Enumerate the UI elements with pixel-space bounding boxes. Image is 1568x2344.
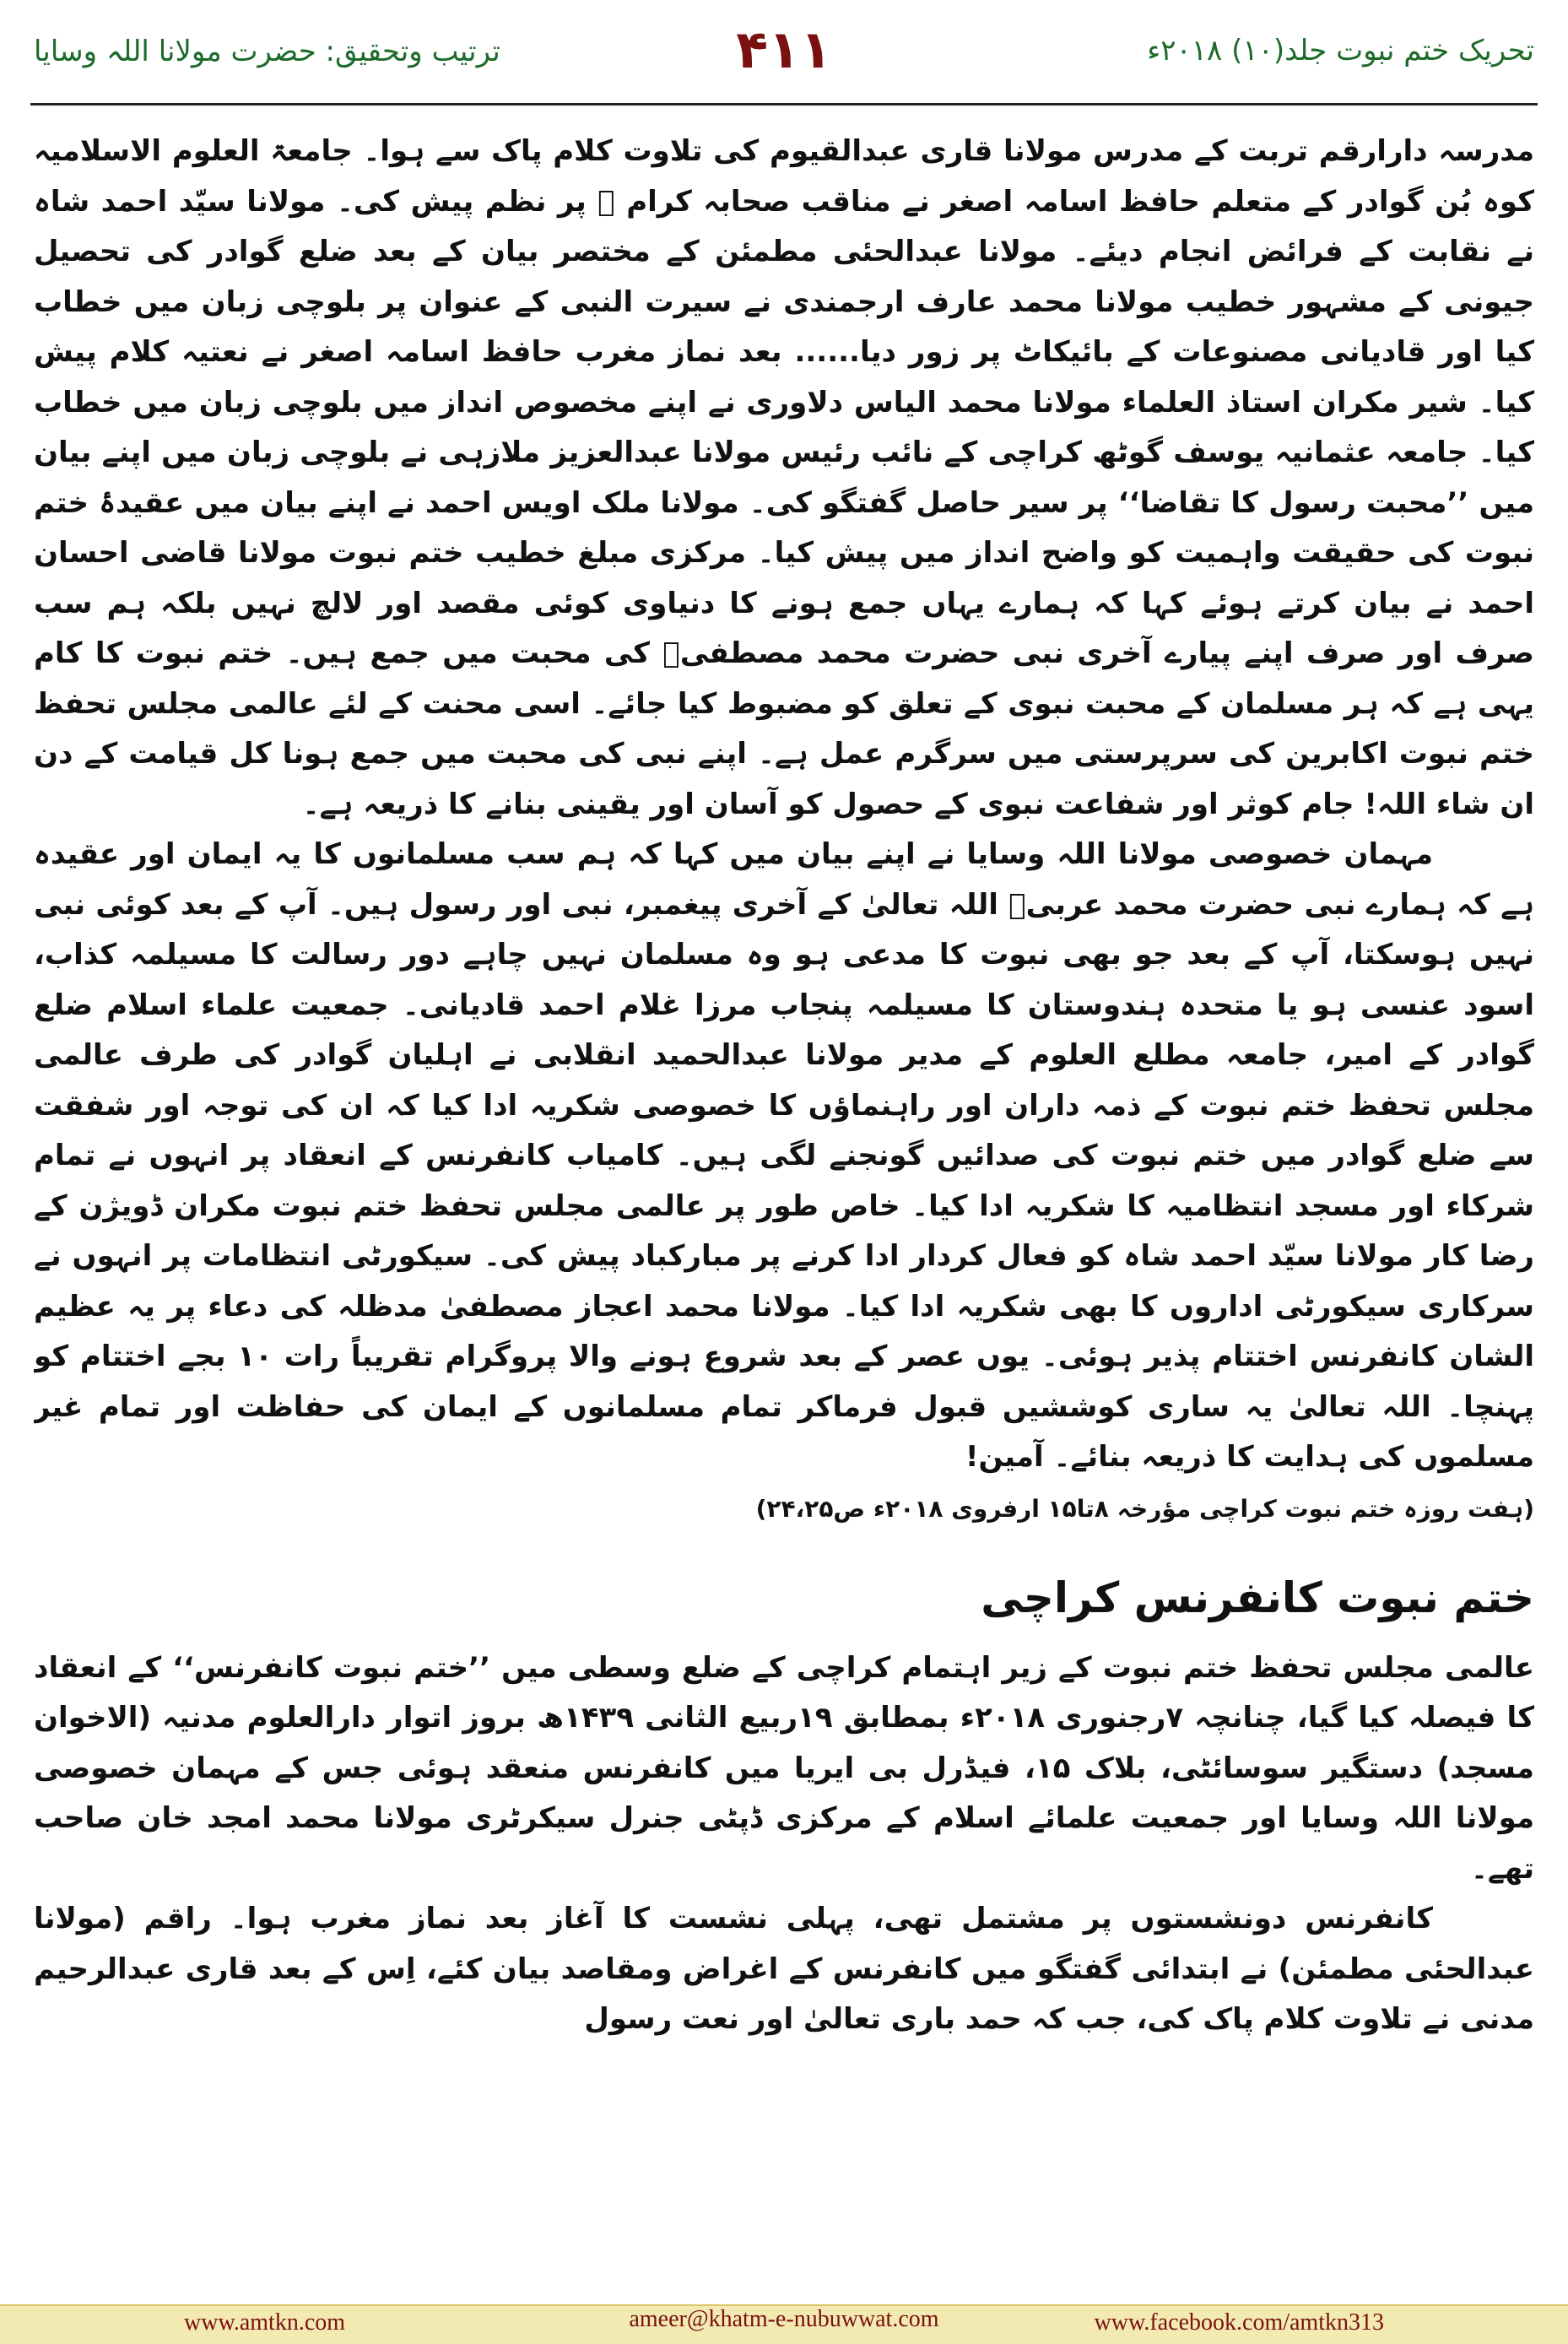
section-heading: ختم نبوت کانفرنس کراچی bbox=[981, 1573, 1534, 1622]
page-footer bbox=[0, 2304, 1568, 2344]
page-header bbox=[0, 0, 1568, 114]
body-paragraph-4: کانفرنس دونشستوں پر مشتمل تھی، پہلی نشست کا آغاز بعد نماز مغرب ہوا۔ راقم (مولانا عبدالحئی مطمئن) نے ابتدائی گفتگو میں کانفرنس کے اغراض ومقاصد بیان کئے، اِس کے بعد قاری عبدالرحیم مدنی نے تلاوت کلام پاک کی، جب کہ حمد باری تعالیٰ اور نعت رسول bbox=[34, 1902, 1534, 2036]
source-citation: (ہفت روزہ ختم نبوت کراچی مؤرخہ ۸تا۱۵ ارفروی ۲۰۱۸ء ص۲۴،۲۵) bbox=[755, 1494, 1534, 1523]
header-book-title: تحریک ختم نبوت جلد(۱۰) ۲۰۱۸ء bbox=[1147, 34, 1534, 68]
page-body bbox=[34, 127, 1534, 2283]
header-divider bbox=[30, 103, 1538, 106]
body-paragraph-2: مہمان خصوصی مولانا اللہ وسایا نے اپنے بیان میں کہا کہ ہم سب مسلمانوں کا یہ ایمان اور عقیدہ ہے کہ ہمارے نبی حضرت محمد عربیؐ اللہ تعالیٰ کے آخری پیغمبر، نبی اور رسول ہیں۔ آپ کے بعد کوئی نبی نہیں ہوسکتا، آپ کے بعد جو بھی نبوت کا مدعی ہو وہ مسلمان نہیں چاہے دور رسالت کا مسیلمہ کذاب، اسود عنسی ہو یا متحدہ ہندوستان کا مسیلمہ پنجاب مرزا غلام احمد قادیانی۔ جمعیت علماء اسلام ضلع گوادر کے امیر، جامعہ مطلع العلوم کے مدیر مولانا عبدالحمید انقلابی نے اہلیان گوادر کی طرف عالمی مجلس تحفظ ختم نبوت کے ذمہ داران اور راہنماؤں کا خصوصی شکریہ ادا کیا کہ ان کی توجہ اور شفقت سے ضلع گوادر میں ختم نبوت کی صدائیں گونجنے لگی ہیں۔ کامیاب کانفرنس کے انعقاد پر انہوں نے تمام شرکاء اور مسجد انتظامیہ کا شکریہ ادا کیا۔ خاص طور پر عالمی مجلس تحفظ ختم نبوت مکران ڈویژن کے رضا کار مولانا سیّد احمد شاہ کو فعال کردار ادا کرنے پر مبارکباد پیش کی۔ سیکورٹی انتظامات پر انہوں نے سرکاری سیکورٹی اداروں کا بھی شکریہ ادا کیا۔ مولانا محمد اعجاز مصطفیٰ مدظلہ کی دعاء پر یہ عظیم الشان کانفرنس اختتام پذیر ہوئی۔ یوں عصر کے بعد شروع ہونے والا پروگرام تقریباً رات ۱۰ بجے اختتام کو پہنچا۔ اللہ تعالیٰ یہ ساری کوششیں قبول فرماکر تمام مسلمانوں کے ایمان کی حفاظت اور تمام غیر مسلموں کی ہدایت کا ذریعہ بنائے۔ آمین! bbox=[34, 837, 1534, 1474]
body-paragraph-1: مدرسہ دارارقم تربت کے مدرس مولانا قاری عبدالقیوم کی تلاوت کلام پاک سے ہوا۔ جامعۃ العلوم الاسلامیہ کوہ بُن گوادر کے متعلم حافظ اسامہ اصغر نے مناقب صحابہ کرام ؓ پر نظم پیش کی۔ مولانا سیّد احمد شاہ نے نقابت کے فرائض انجام دیئے۔ مولانا عبدالحئی مطمئن کے مختصر بیان کے بعد ضلع گوادر کی تحصیل جیونی کے مشہور خطیب مولانا محمد عارف ارجمندی نے سیرت النبی کے عنوان پر بلوچی زبان میں خطاب کیا اور قادیانی مصنوعات کے بائیکاٹ پر زور دیا...... بعد نماز مغرب حافظ اسامہ اصغر نے نعتیہ کلام پیش کیا۔ شیر مکران استاذ العلماء مولانا محمد الیاس دلاوری نے اپنے مخصوص انداز میں بلوچی زبان میں خطاب کیا۔ جامعہ عثمانیہ یوسف گوٹھ کراچی کے نائب رئیس مولانا عبدالعزیز ملازہی نے بلوچی زبان میں اپنے بیان میں ’’محبت رسول کا تقاضا‘‘ پر سیر حاصل گفتگو کی۔ مولانا ملک اویس احمد نے اپنے بیان میں عقیدۂ ختم نبوت کی حقیقت واہمیت کو واضح انداز میں پیش کیا۔ مرکزی مبلغ خطیب ختم نبوت مولانا قاضی احسان احمد نے بیان کرتے ہوئے کہا کہ ہمارے یہاں جمع ہونے کا دنیاوی کوئی مقصد اور لالچ نہیں بلکہ ہم سب صرف اور صرف اپنے پیارے آخری نبی حضرت محمد مصطفیؐ کی محبت میں جمع ہیں۔ ختم نبوت کا کام یہی ہے کہ ہر مسلمان کے محبت نبوی کے تعلق کو مضبوط کیا جائے۔ اسی محنت کے لئے عالمی مجلس تحفظ ختم نبوت اکابرین کی سرپرستی میں سرگرم عمل ہے۔ اپنے نبی کی محبت میں جمع ہونا کل قیامت کے دن ان شاء اللہ! جام کوثر اور شفاعت نبوی کے حصول کو آسان اور یقینی بنانے کا ذریعہ ہے۔ bbox=[34, 134, 1534, 821]
page-number: ۴۱۱ bbox=[736, 19, 832, 80]
footer-website-link[interactable]: www.amtkn.com bbox=[184, 2309, 346, 2336]
footer-facebook-link[interactable]: www.facebook.com/amtkn313 bbox=[1094, 2309, 1384, 2336]
body-paragraph-3: عالمی مجلس تحفظ ختم نبوت کے زیر اہتمام کراچی کے ضلع وسطی میں ’’ختم نبوت کانفرنس‘‘ کے انعقاد کا فیصلہ کیا گیا، چنانچہ ۷رجنوری ۲۰۱۸ء بمطابق ۱۹ربیع الثانی ۱۴۳۹ھ بروز اتوار دارالعلوم مدنیہ (الاخوان مسجد) دستگیر سوسائٹی، بلاک ۱۵، فیڈرل بی ایریا میں کانفرنس منعقد ہوئی جس کے مہمان خصوصی مولانا اللہ وسایا اور جمعیت علمائے اسلام کے مرکزی ڈپٹی جنرل سیکرٹری مولانا محمد امجد خان صاحب تھے۔ bbox=[34, 1650, 1534, 1886]
header-compiler-credit: ترتیب وتحقیق: حضرت مولانا اللہ وسایا bbox=[34, 35, 500, 68]
footer-email-link[interactable]: ameer@khatm-e-nubuwwat.com bbox=[629, 2306, 939, 2332]
